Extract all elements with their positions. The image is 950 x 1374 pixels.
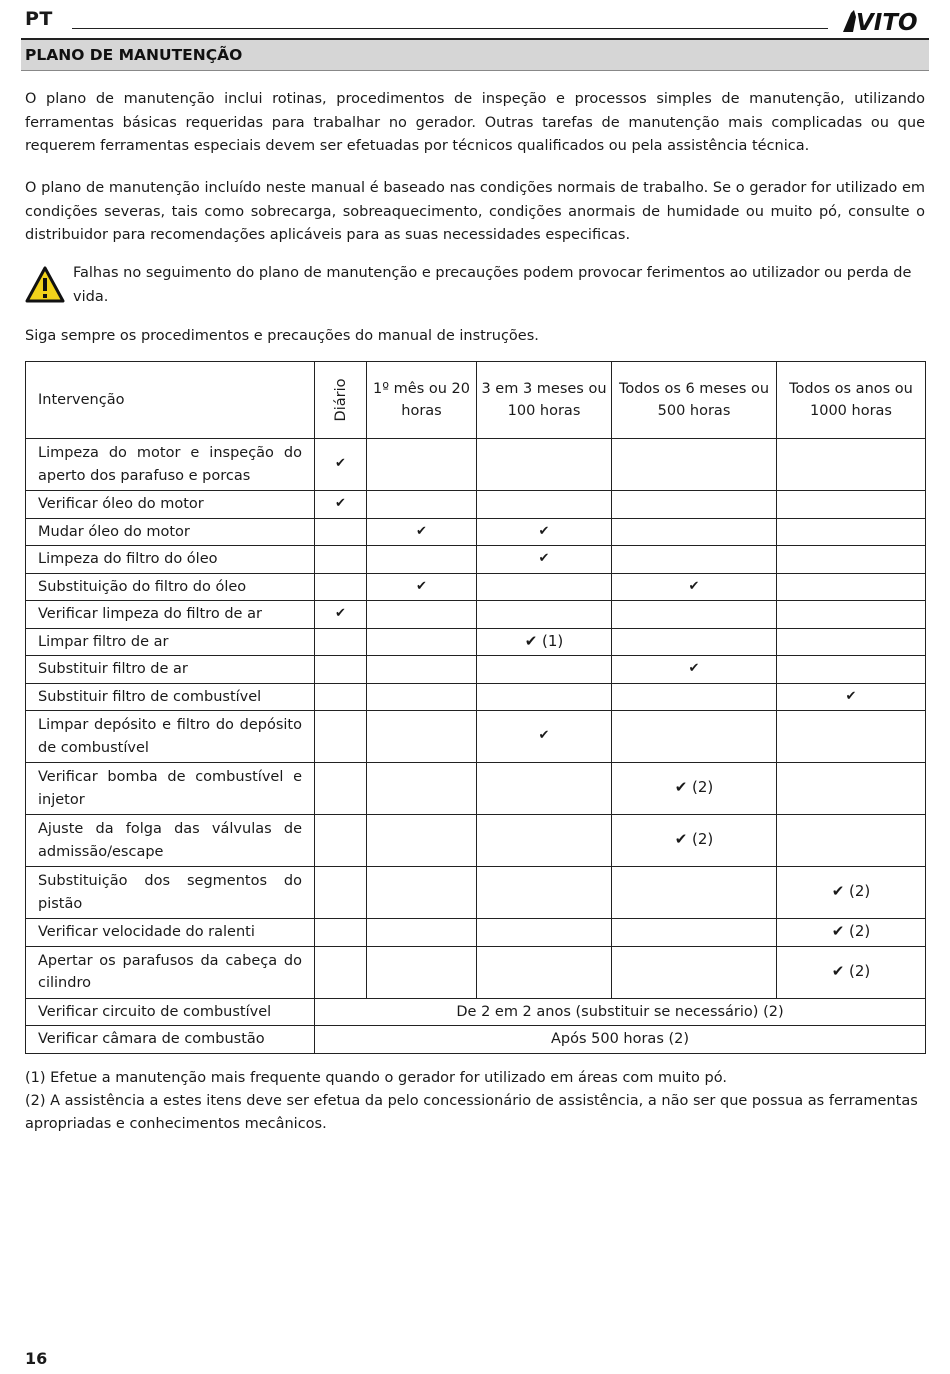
schedule-cell bbox=[777, 763, 926, 815]
schedule-cell bbox=[367, 867, 477, 919]
header-intervention: Intervenção bbox=[26, 362, 315, 439]
schedule-cell bbox=[612, 628, 777, 656]
table-row bbox=[26, 518, 926, 546]
table-row bbox=[26, 1026, 926, 1054]
schedule-cell bbox=[777, 546, 926, 574]
schedule-cell bbox=[777, 491, 926, 519]
vito-logo-icon bbox=[842, 7, 926, 33]
checkmark-entry: ✔ bbox=[538, 523, 550, 539]
table-row bbox=[26, 763, 926, 815]
schedule-cell bbox=[315, 546, 367, 574]
schedule-cell bbox=[367, 946, 477, 998]
schedule-cell bbox=[315, 946, 367, 998]
row-label: Verificar câmara de combustão bbox=[26, 1026, 315, 1054]
schedule-cell bbox=[777, 919, 926, 947]
schedule-cell bbox=[612, 518, 777, 546]
table-row bbox=[26, 601, 926, 629]
schedule-cell bbox=[777, 711, 926, 763]
schedule-cell bbox=[315, 815, 367, 867]
schedule-cell bbox=[367, 601, 477, 629]
checkmark-entry: ✔ (2) bbox=[674, 830, 714, 849]
schedule-cell bbox=[367, 491, 477, 519]
intro-paragraph: O plano de manutenção inclui rotinas, procedimentos de inspeção e processos simples de manutenção, utilizando ferramentas básicas requeridas para trabalhar no gerador. Outras tarefas de manutenção mais complicadas ou que requerem ferramentas especiais devem ser efetuadas por técnicos qualificados ou pela assistência técnica. bbox=[25, 91, 925, 154]
schedule-cell bbox=[612, 439, 777, 491]
table-row bbox=[26, 815, 926, 867]
table-row bbox=[26, 491, 926, 519]
maintenance-table bbox=[25, 361, 926, 1054]
schedule-cell bbox=[777, 439, 926, 491]
header-six-months: Todos os 6 meses ou 500 horas bbox=[612, 362, 777, 439]
schedule-cell bbox=[315, 711, 367, 763]
row-label: Substituir filtro de combustível bbox=[26, 683, 315, 711]
schedule-cell bbox=[612, 491, 777, 519]
checkmark-entry: ✔ bbox=[538, 728, 550, 744]
schedule-cell bbox=[612, 546, 777, 574]
header-rule bbox=[72, 28, 828, 29]
schedule-cell bbox=[477, 763, 612, 815]
schedule-cell bbox=[367, 546, 477, 574]
row-label: Substituição do filtro do óleo bbox=[26, 573, 315, 601]
instruction-text: Siga sempre os procedimentos e precauções do manual de instruções. bbox=[25, 328, 539, 344]
checkmark-entry: ✔ bbox=[335, 606, 346, 621]
table-row bbox=[26, 867, 926, 919]
table-header-row bbox=[26, 362, 926, 439]
schedule-cell bbox=[612, 867, 777, 919]
schedule-cell bbox=[777, 683, 926, 711]
span-schedule-value: Após 500 horas (2) bbox=[315, 1026, 926, 1054]
row-label: Limpar filtro de ar bbox=[26, 628, 315, 656]
checkmark-entry: ✔ bbox=[416, 578, 427, 594]
table-row bbox=[26, 439, 926, 491]
checkmark-entry: ✔ bbox=[538, 551, 550, 566]
warning-triangle-icon bbox=[25, 266, 65, 304]
header-yearly: Todos os anos ou 1000 horas bbox=[777, 362, 926, 439]
schedule-cell bbox=[367, 711, 477, 763]
schedule-cell bbox=[477, 711, 612, 763]
schedule-cell bbox=[315, 763, 367, 815]
schedule-cell bbox=[315, 656, 367, 684]
schedule-cell bbox=[777, 946, 926, 998]
schedule-cell bbox=[315, 683, 367, 711]
schedule-cell bbox=[612, 711, 777, 763]
checkmark-entry: ✔ (2) bbox=[831, 961, 871, 980]
schedule-cell bbox=[612, 573, 777, 601]
header-daily-label: Diário bbox=[332, 378, 349, 422]
row-label: Verificar circuito de combustível bbox=[26, 998, 315, 1026]
table-row bbox=[26, 919, 926, 947]
warning-text: Falhas no seguimento do plano de manutenção e precauções podem provocar ferimentos ao utilizador ou perda de vida. bbox=[73, 265, 912, 305]
schedule-cell bbox=[315, 919, 367, 947]
table-row bbox=[26, 711, 926, 763]
table-row bbox=[26, 683, 926, 711]
table-row bbox=[26, 946, 926, 998]
table-row bbox=[26, 998, 926, 1026]
brand-logo bbox=[842, 7, 926, 33]
schedule-cell bbox=[367, 518, 477, 546]
schedule-cell bbox=[367, 763, 477, 815]
section-title: PLANO DE MANUTENÇÃO bbox=[25, 46, 243, 64]
schedule-cell bbox=[777, 628, 926, 656]
checkmark-entry: ✔ (2) bbox=[674, 778, 714, 797]
schedule-cell bbox=[367, 919, 477, 947]
schedule-cell bbox=[367, 573, 477, 601]
checkmark-entry: ✔ bbox=[335, 456, 346, 472]
checkmark-entry: ✔ bbox=[416, 523, 427, 539]
schedule-cell bbox=[367, 628, 477, 656]
schedule-cell bbox=[477, 518, 612, 546]
checkmark-entry: ✔ (2) bbox=[831, 882, 871, 901]
schedule-cell bbox=[315, 518, 367, 546]
row-label: Verificar óleo do motor bbox=[26, 491, 315, 519]
schedule-cell bbox=[367, 656, 477, 684]
header-three-months: 3 em 3 meses ou 100 horas bbox=[477, 362, 612, 439]
schedule-cell bbox=[777, 656, 926, 684]
schedule-cell bbox=[477, 946, 612, 998]
schedule-cell bbox=[612, 763, 777, 815]
schedule-cell bbox=[315, 573, 367, 601]
row-label: Substituir filtro de ar bbox=[26, 656, 315, 684]
page-number: 16 bbox=[25, 1349, 48, 1368]
schedule-cell bbox=[477, 546, 612, 574]
schedule-cell bbox=[477, 656, 612, 684]
span-schedule-value: De 2 em 2 anos (substituir se necessário) (2) bbox=[315, 998, 926, 1026]
schedule-cell bbox=[367, 815, 477, 867]
schedule-cell bbox=[477, 573, 612, 601]
row-label: Verificar velocidade do ralenti bbox=[26, 919, 315, 947]
checkmark-entry: ✔ (1) bbox=[524, 631, 564, 650]
schedule-cell bbox=[477, 815, 612, 867]
table-row bbox=[26, 546, 926, 574]
schedule-cell bbox=[777, 815, 926, 867]
logo-text: VITO bbox=[856, 10, 918, 33]
schedule-cell bbox=[612, 601, 777, 629]
schedule-cell bbox=[315, 628, 367, 656]
conditions-paragraph: O plano de manutenção incluído neste manual é baseado nas condições normais de trabalho. Se o gerador for utilizado em condições severas, tais como sobrecarga, sobreaquecimento, condições anormais de humidade ou muito pó, consulte o distribuidor para recomendações aplicáveis para as suas necessidades especificas. bbox=[25, 180, 925, 243]
schedule-cell bbox=[367, 439, 477, 491]
schedule-cell bbox=[777, 573, 926, 601]
section-title-bar bbox=[21, 38, 929, 71]
header-daily bbox=[315, 362, 367, 439]
schedule-cell bbox=[612, 683, 777, 711]
table-row bbox=[26, 628, 926, 656]
schedule-cell bbox=[477, 491, 612, 519]
checkmark-entry: ✔ bbox=[845, 688, 857, 704]
row-label: Limpar depósito e filtro do depósito de combustível bbox=[26, 711, 315, 763]
schedule-cell bbox=[612, 919, 777, 947]
checkmark-entry: ✔ bbox=[688, 578, 700, 594]
checkmark-entry: ✔ bbox=[688, 661, 700, 676]
footnote-2: (2) A assistência a estes itens deve ser efetua da pelo concessionário de assistência, a não ser que possua as ferramentas apropriadas e conhecimentos mecânicos. bbox=[25, 1093, 918, 1132]
schedule-cell bbox=[315, 601, 367, 629]
checkmark-entry: ✔ bbox=[335, 496, 346, 511]
footnote-1: (1) Efetue a manutenção mais frequente quando o gerador for utilizado em áreas com muito pó. bbox=[25, 1070, 727, 1086]
row-label: Apertar os parafusos da cabeça do cilindro bbox=[26, 946, 315, 998]
schedule-cell bbox=[477, 601, 612, 629]
row-label: Verificar limpeza do filtro de ar bbox=[26, 601, 315, 629]
row-label: Substituição dos segmentos do pistão bbox=[26, 867, 315, 919]
schedule-cell bbox=[612, 656, 777, 684]
schedule-cell bbox=[477, 439, 612, 491]
schedule-cell bbox=[477, 628, 612, 656]
row-label: Mudar óleo do motor bbox=[26, 518, 315, 546]
row-label: Ajuste da folga das válvulas de admissão/escape bbox=[26, 815, 315, 867]
schedule-cell bbox=[315, 439, 367, 491]
schedule-cell bbox=[612, 946, 777, 998]
row-label: Limpeza do filtro do óleo bbox=[26, 546, 315, 574]
schedule-cell bbox=[477, 867, 612, 919]
schedule-cell bbox=[367, 683, 477, 711]
schedule-cell bbox=[477, 683, 612, 711]
schedule-cell bbox=[777, 867, 926, 919]
schedule-cell bbox=[315, 491, 367, 519]
checkmark-entry: ✔ (2) bbox=[831, 922, 871, 940]
row-label: Verificar bomba de combustível e injetor bbox=[26, 763, 315, 815]
header-first-month: 1º mês ou 20 horas bbox=[367, 362, 477, 439]
language-code: PT bbox=[25, 8, 53, 30]
schedule-cell bbox=[612, 815, 777, 867]
row-label: Limpeza do motor e inspeção do aperto dos parafuso e porcas bbox=[26, 439, 315, 491]
schedule-cell bbox=[777, 601, 926, 629]
table-row bbox=[26, 573, 926, 601]
schedule-cell bbox=[777, 518, 926, 546]
schedule-cell bbox=[315, 867, 367, 919]
table-row bbox=[26, 656, 926, 684]
schedule-cell bbox=[477, 919, 612, 947]
